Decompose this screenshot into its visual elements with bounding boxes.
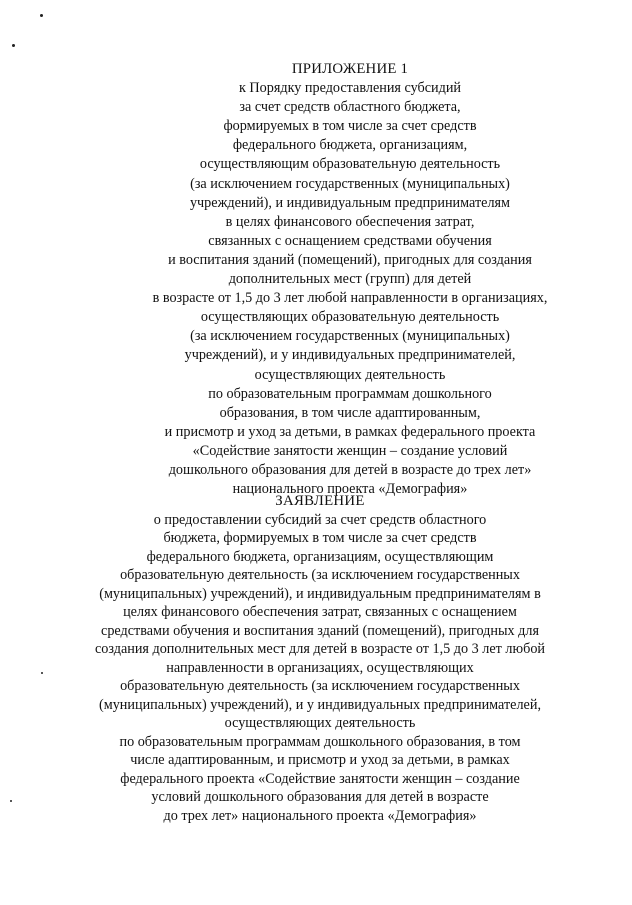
appendix-line: и присмотр и уход за детьми, в рамках федерального проекта	[164, 423, 536, 440]
statement-line: федерального проекта «Содействие занятости женщин – создание	[120, 770, 520, 787]
statement-line: условий дошкольного образования для детей в возрасте	[151, 789, 489, 805]
statement-line: (муниципальных) учреждений), и у индивидуальных предпринимателей,	[99, 696, 541, 713]
appendix-line: осуществляющих образовательную деятельность	[200, 309, 500, 326]
appendix-line: (за исключением государственных (муниципальных)	[190, 175, 510, 192]
statement-line: образовательную деятельность (за исключением государственных	[120, 678, 520, 694]
statement-line: о предоставлении субсидий за счет средств областного	[153, 511, 487, 528]
appendix-line: дошкольного образования для детей в возрасте до трех лет»	[168, 461, 532, 478]
statement-line: (муниципальных) учреждений), и индивидуальным предпринимателям в	[99, 585, 541, 602]
appendix-line: в возрасте от 1,5 до 3 лет любой направленности в организациях,	[152, 290, 548, 307]
appendix-line: и воспитания зданий (помещений), пригодных для создания	[168, 251, 532, 268]
appendix-line: к Порядку предоставления субсидий	[238, 80, 462, 97]
appendix-line: по образовательным программам дошкольного	[208, 385, 492, 402]
appendix-line: учреждений), и у индивидуальных предпринимателей,	[184, 347, 516, 364]
scan-speck	[10, 800, 12, 802]
scan-speck	[40, 14, 43, 17]
appendix-line: формируемых в том числе за счет средств	[223, 118, 477, 135]
appendix-line: осуществляющим образовательную деятельность	[199, 156, 501, 173]
appendix-line: «Содействие занятости женщин – создание условий	[192, 442, 508, 459]
appendix-title: ПРИЛОЖЕНИЕ 1	[291, 61, 409, 77]
appendix-line: образования, в том числе адаптированным,	[219, 404, 481, 421]
statement-line: направленности в организациях, осуществляющих	[166, 659, 474, 676]
statement-line: целях финансового обеспечения затрат, связанных с оснащением	[123, 604, 517, 620]
scan-speck	[12, 44, 15, 47]
statement-line: по образовательным программам дошкольного образования, в том	[119, 733, 521, 750]
statement-line: образовательную деятельность (за исключением государственных	[120, 567, 520, 583]
statement-line: средствами обучения и воспитания зданий (помещений), пригодных для	[101, 622, 539, 639]
scan-speck	[41, 672, 43, 674]
appendix-line: дополнительных мест (групп) для детей	[228, 271, 472, 288]
appendix-line: национального проекта «Демография»	[232, 481, 468, 498]
statement-line: бюджета, формируемых в том числе за счет средств	[163, 530, 477, 546]
appendix-line: федерального бюджета, организациям,	[232, 137, 468, 154]
appendix-line: (за исключением государственных (муниципальных)	[190, 328, 510, 345]
appendix-line: в целях финансового обеспечения затрат,	[225, 213, 475, 230]
statement-line: до трех лет» национального проекта «Демография»	[163, 807, 477, 824]
appendix-line: учреждений), и индивидуальным предпринимателям	[189, 194, 511, 211]
appendix-line: осуществляющих деятельность	[254, 366, 446, 383]
statement-block	[60, 492, 580, 825]
appendix-line: связанных с оснащением средствами обучения	[208, 232, 492, 249]
statement-title: ЗАЯВЛЕНИЕ	[275, 493, 365, 509]
statement-line: осуществляющих деятельность	[224, 715, 416, 731]
statement-line: числе адаптированным, и присмотр и уход за детьми, в рамках	[130, 752, 510, 768]
appendix-line: за счет средств областного бюджета,	[239, 99, 461, 116]
appendix-header	[100, 60, 600, 499]
statement-line: создания дополнительных мест для детей в возрасте от 1,5 до 3 лет любой	[94, 641, 546, 657]
statement-line: федерального бюджета, организациям, осуществляющим	[146, 548, 494, 565]
